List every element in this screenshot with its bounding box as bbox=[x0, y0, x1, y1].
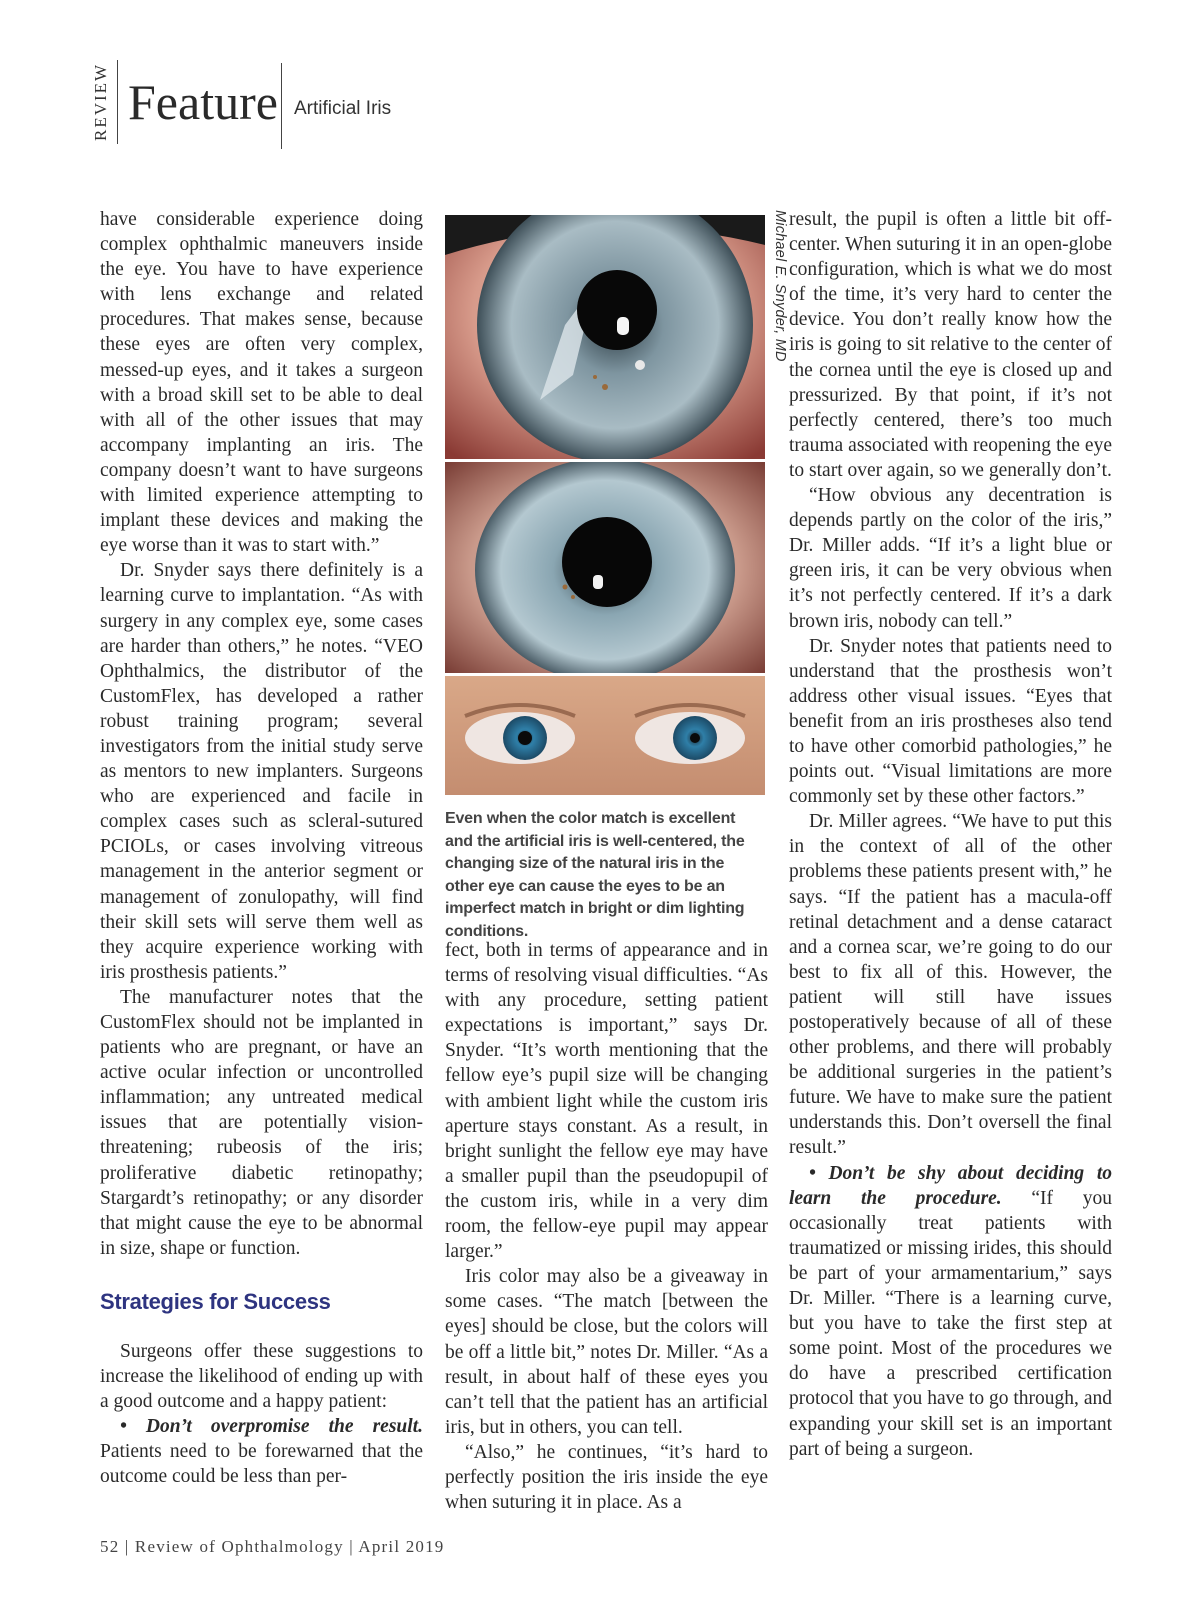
figure-caption: Even when the color match is excellent and the artificial iris is well-centered, the changing size of the natural iris in the other eye can cause the eyes to be an imperfect match in bright or dim lighting conditions. bbox=[445, 810, 745, 940]
paragraph: Iris color may also be a giveaway in some cases. “The match [between the eyes] should be close, but the colors will be off a little bit,” notes Dr. Miller. “As a result, in about half of these eyes you can’t tell that the patient has an artificial iris, but in others, you can tell. bbox=[445, 1266, 768, 1438]
bullet-text: Patients need to be forewarned that the outcome could be less than per- bbox=[100, 1441, 423, 1488]
paragraph: Dr. Snyder says there definitely is a learning curve to implantation. “As with surgery in any complex eye, some cases are harder than others,” he notes. “VEO Ophthalmics, the distributor of the CustomFlex, has developed a rather robust training program; several investigators from the initial study serve as mentors to new implanters. Surgeons who are experienced and facile in complex cases such as scleral-sutured PCIOLs, or cases involving vitreous management in the anterior segment or management of zonulopathy, will find their skill sets will serve them well as they acquire experience working with iris prosthesis patients.” bbox=[100, 560, 423, 983]
paragraph: The manufacturer notes that the CustomFlex should not be implanted in patients who are pregnant, or have an active ocular infection or uncontrolled inflammation; any untreated medical issues that are potentially vision-threatening; rubeosis of the iris; proliferative diabetic retinopathy; Stargardt’s retinopathy; or any disorder that might cause the eye to be abnormal in size, shape or function. bbox=[100, 986, 423, 1259]
right-column bbox=[789, 207, 1112, 1462]
bullet-heading: • Don’t overpromise the result. bbox=[120, 1416, 423, 1438]
figure bbox=[445, 215, 765, 795]
paragraph: Dr. Miller agrees. “We have to put this in the context of all of the other problems these patients present with,” he says. “If the patient has a macula-off retinal detachment and a dense cataract and a cornea scar, we’re going to do our best to fix all of this. However, the patient will still have issues postoperatively because of all of these other problems, and there will probably be additional surgeries in the patient’s future. We have to make sure the patient understands this. Don’t oversell the final result.” bbox=[789, 811, 1112, 1159]
middle-column bbox=[445, 938, 768, 1515]
bullet-paragraph bbox=[100, 1414, 423, 1489]
paragraph: have considerable experience doing complex ophthalmic maneuvers inside the eye. You have to have experience with lens exchange and related procedures. That makes sense, because these eyes are often very complex, messed-up eyes, and it takes a surgeon with a broad skill set to be able to deal with all of the other issues that may accompany implanting an iris. The company doesn’t want to have surgeons with limited experience attempting to implant these devices and making the eye worse than it was to start with.” bbox=[100, 209, 423, 557]
topic-label: Artificial Iris bbox=[294, 98, 392, 119]
paragraph: Surgeons offer these suggestions to increase the likelihood of ending up with a good outcome and a happy patient: bbox=[100, 1340, 423, 1413]
paragraph: “Also,” he continues, “it’s hard to perfectly position the iris inside the eye when suturing it in place. As a bbox=[445, 1441, 768, 1514]
bullet-text: “If you occasionally treat patients with traumatized or missing irides, this should be part of your armamentarium,” says Dr. Miller. “There is a learning curve, but you have to take the first step at some point. Most of the procedures we do have a prescribed certification protocol that you have to go through, and expanding your skill set is an important part of being a surgeon. bbox=[789, 1187, 1112, 1460]
header-divider bbox=[281, 63, 282, 149]
review-tag: REVIEW bbox=[91, 60, 118, 144]
paragraph: “How obvious any decentration is depends partly on the color of the iris,” Dr. Miller adds. “If it’s a light blue or green iris, it can be very obvious when it’s not perfectly centered. If it’s a dark brown iris, nobody can tell.” bbox=[789, 485, 1112, 632]
bullet-paragraph bbox=[789, 1161, 1112, 1462]
eye-closeup-artificial-iris-photo bbox=[445, 462, 765, 673]
page-footer: 52 | Review of Ophthalmology | April 2019 bbox=[100, 1537, 445, 1556]
left-column bbox=[100, 207, 423, 1490]
paragraph: Dr. Snyder notes that patients need to understand that the prosthesis won’t address other visual issues. “Eyes that benefit from an iris prostheses also tend to have other comorbid pathologies,” he points out. “Visual limitations are more commonly set by these other factors.” bbox=[789, 635, 1112, 808]
section-title: Feature bbox=[128, 74, 278, 130]
bullet-heading: • Don’t be shy about deciding to learn the procedure. bbox=[789, 1162, 1112, 1209]
both-eyes-comparison-photo bbox=[445, 676, 765, 795]
subheading: Strategies for Success bbox=[100, 1288, 331, 1314]
photo-credit: Michael E. Snyder, MD bbox=[772, 210, 788, 362]
paragraph: result, the pupil is often a little bit off-center. When suturing it in an open-globe configuration, which is what we do most of the time, it’s very hard to center the device. You don’t really know how the iris is going to sit relative to the center of the cornea until the eye is closed up and pressurized. By that point, if it’s not perfectly centered, there’s too much trauma associated with reopening the eye to start over again, so we generally don’t. bbox=[789, 209, 1112, 481]
eye-closeup-iris-defect-photo bbox=[445, 215, 765, 459]
paragraph: fect, both in terms of appearance and in terms of resolving visual difficulties. “As with any procedure, setting patient expectations is important,” says Dr. Snyder. “It’s worth mentioning that the fellow eye’s pupil size will be changing with ambient light while the custom iris aperture stays constant. As a result, in bright sunlight the fellow eye may have a smaller pupil than the pseudopupil of the custom iris, while in a very dim room, the fellow-eye pupil may appear larger.” bbox=[445, 940, 768, 1263]
